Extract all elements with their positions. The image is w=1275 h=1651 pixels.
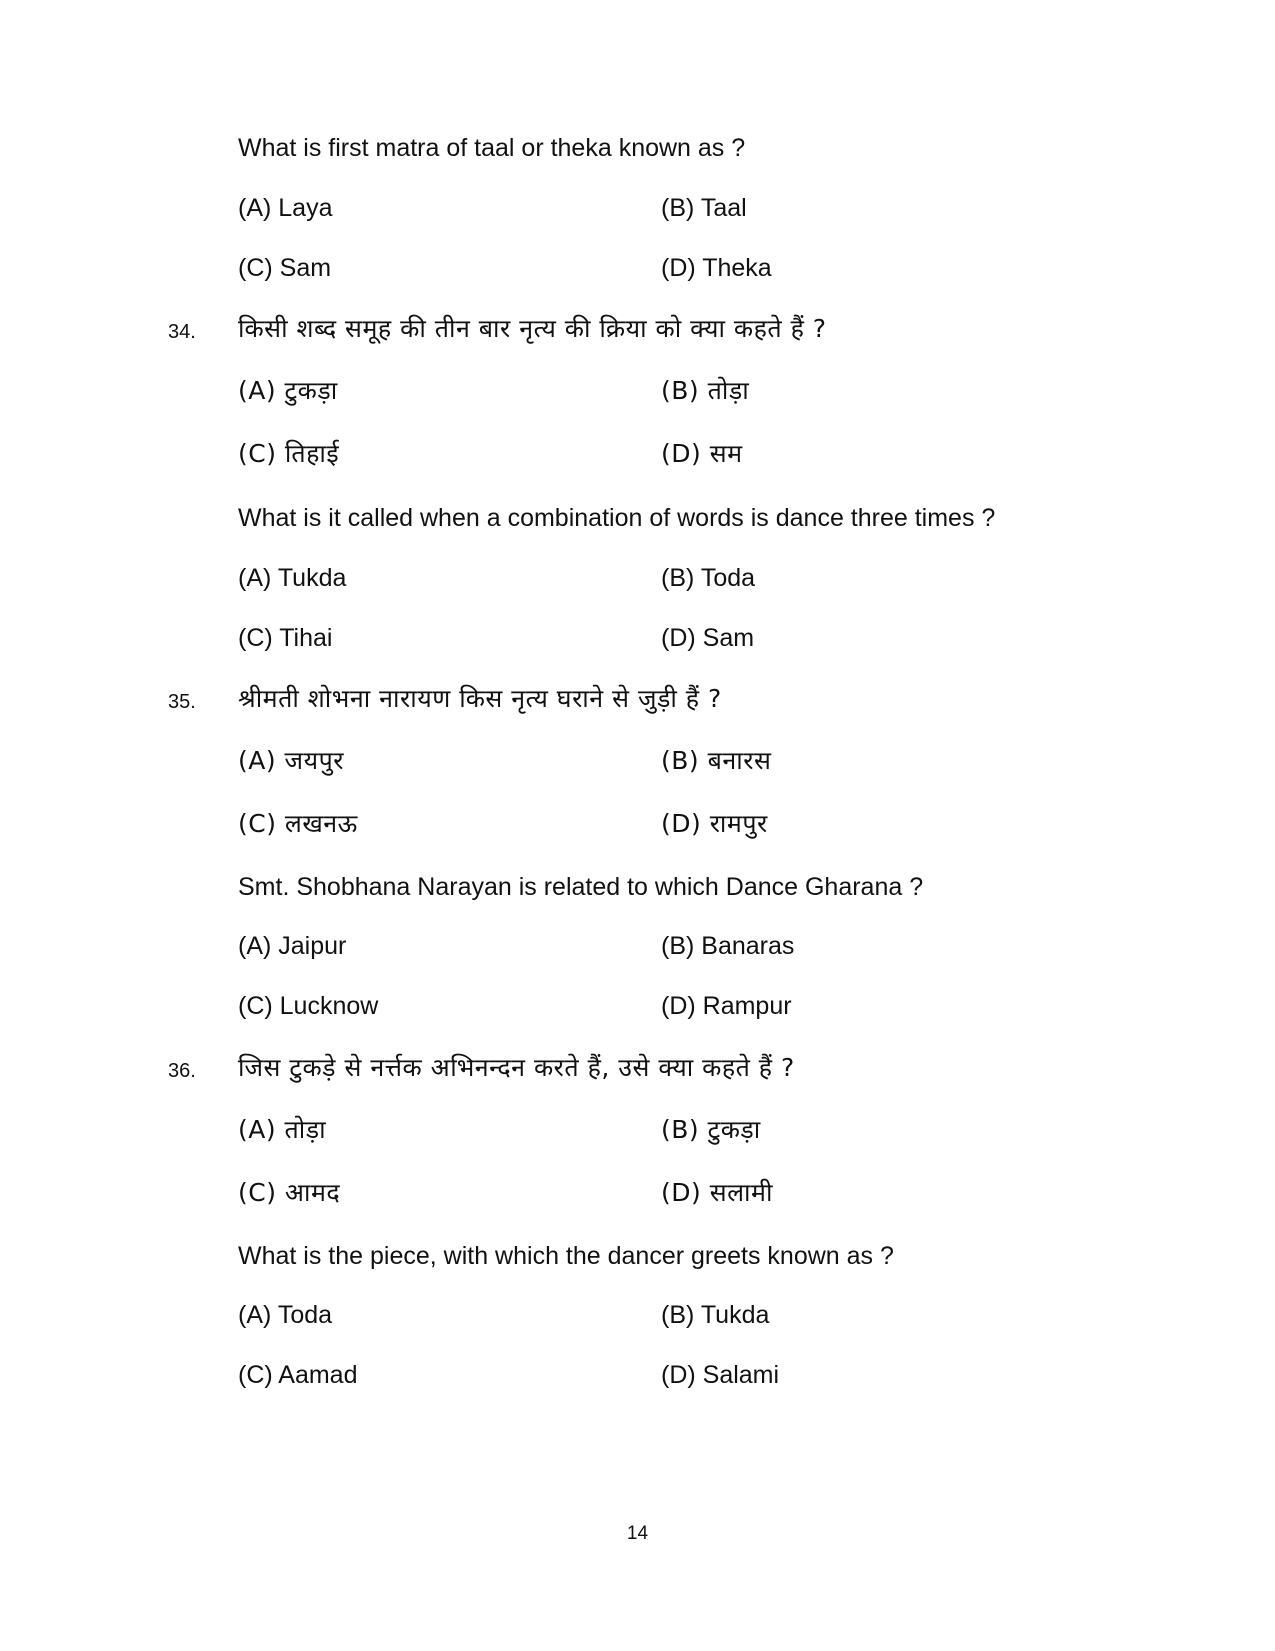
option-b: (B) टुकड़ा xyxy=(661,1115,761,1144)
option-d: (D) Sam xyxy=(661,624,755,652)
page-number: 14 xyxy=(626,1523,649,1544)
question-35-english-text: Smt. Shobhana Narayan is related to which Dance Gharana ? xyxy=(238,873,924,901)
option-b: (B) तोड़ा xyxy=(661,376,750,405)
option-a: (A) जयपुर xyxy=(238,746,345,775)
question-35-hindi-text: श्रीमती शोभना नारायण किस नृत्य घराने से जुड़ी हैं ? xyxy=(238,684,722,713)
question-34-number: 34. xyxy=(168,321,196,343)
option-c: (C) तिहाई xyxy=(238,439,340,468)
option-b: (B) Toda xyxy=(661,564,756,592)
question-34-hindi-text: किसी शब्द समूह की तीन बार नृत्य की क्रिया को क्या कहते हैं ? xyxy=(238,314,827,343)
option-b: (B) Banaras xyxy=(661,932,795,960)
option-d: (D) Theka xyxy=(661,254,772,282)
option-a: (A) Jaipur xyxy=(238,932,347,960)
option-d: (D) Rampur xyxy=(661,992,792,1020)
option-d: (D) रामपुर xyxy=(661,809,768,838)
option-c: (C) लखनऊ xyxy=(238,809,358,838)
option-a: (A) Toda xyxy=(238,1301,333,1329)
option-c: (C) Sam xyxy=(238,254,332,282)
question-35-number: 35. xyxy=(168,691,196,713)
option-d: (D) Salami xyxy=(661,1361,780,1389)
question-36-english-text: What is the piece, with which the dancer greets known as ? xyxy=(238,1242,894,1270)
question-34-english-text: What is it called when a combination of words is dance three times ? xyxy=(238,504,996,532)
option-c: (C) Aamad xyxy=(238,1361,358,1389)
option-b: (B) Tukda xyxy=(661,1301,770,1329)
option-b: (B) Taal xyxy=(661,194,747,222)
option-d: (D) सम xyxy=(661,439,743,468)
option-d: (D) सलामी xyxy=(661,1178,773,1207)
option-a: (A) Laya xyxy=(238,194,333,222)
option-c: (C) आमद xyxy=(238,1178,341,1207)
option-a: (A) तोड़ा xyxy=(238,1115,327,1144)
option-a: (A) Tukda xyxy=(238,564,347,592)
option-b: (B) बनारस xyxy=(661,746,772,775)
question-33-english-text: What is first matra of taal or theka known as ? xyxy=(238,134,746,162)
option-a: (A) टुकड़ा xyxy=(238,376,338,405)
question-36-number: 36. xyxy=(168,1060,196,1082)
option-c: (C) Lucknow xyxy=(238,992,379,1020)
question-36-hindi-text: जिस टुकड़े से नर्त्तक अभिनन्दन करते हैं, उसे क्या कहते हैं ? xyxy=(238,1053,795,1082)
option-c: (C) Tihai xyxy=(238,624,333,652)
